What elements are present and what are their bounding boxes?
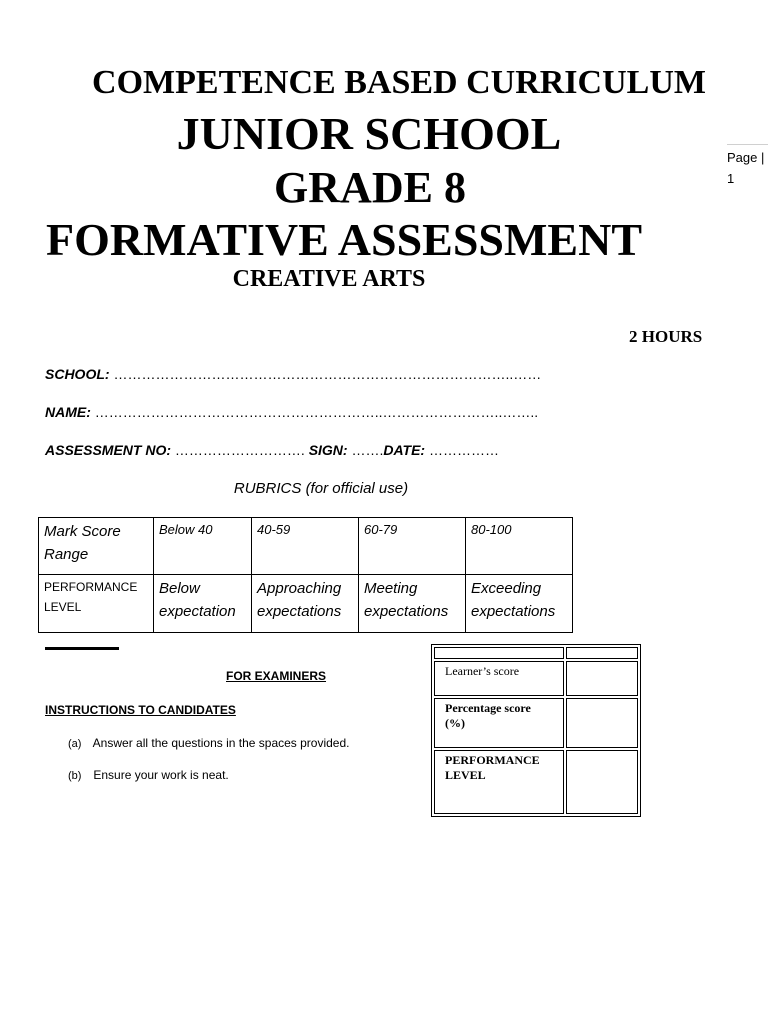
instruction-item	[68, 736, 350, 750]
percentage-score-input[interactable]	[566, 698, 638, 748]
date-label: DATE:	[383, 442, 426, 458]
date-blank: ……………	[428, 442, 499, 458]
rubric-table	[38, 517, 573, 633]
rubric-cell: 80-100	[466, 518, 573, 575]
rubric-cell: 60-79	[359, 518, 466, 575]
table-row	[434, 647, 638, 659]
rubric-cell: Exceeding expectations	[466, 575, 573, 633]
table-row	[39, 575, 573, 633]
table-row	[434, 750, 638, 814]
school-label: SCHOOL:	[45, 366, 110, 382]
name-blank: ……………………………………………………..……………………..……..	[94, 404, 539, 420]
instruction-text: Ensure your work is neat.	[93, 768, 229, 782]
page-word: Page |	[727, 150, 765, 165]
rubric-cell: Meeting expectations	[359, 575, 466, 633]
instructions-title: INSTRUCTIONS TO CANDIDATES	[45, 703, 236, 717]
performance-level-label: PERFORMANCE LEVEL	[434, 750, 564, 814]
rubric-cell: Approaching expectations	[252, 575, 359, 633]
rubrics-title: RUBRICS (for official use)	[233, 480, 409, 497]
name-field	[45, 404, 538, 420]
for-examiners-title: FOR EXAMINERS	[226, 669, 327, 683]
instruction-label: (a)	[68, 738, 82, 750]
school-blank: …………………………………………………………………………..……	[113, 366, 542, 382]
page-number	[727, 144, 768, 189]
instruction-label: (b)	[68, 770, 82, 782]
instruction-text: Answer all the questions in the spaces provided.	[92, 736, 350, 750]
rubric-cell: Below 40	[154, 518, 252, 575]
instruction-item	[68, 768, 229, 782]
title-curriculum: COMPETENCE BASED CURRICULUM	[92, 64, 706, 101]
assessment-field	[45, 442, 499, 458]
score-header-cell	[434, 647, 564, 659]
table-row	[434, 661, 638, 696]
performance-level-input[interactable]	[566, 750, 638, 814]
subject-title: CREATIVE ARTS	[232, 266, 426, 292]
title-school-level: JUNIOR SCHOOL	[176, 108, 562, 159]
assessment-blank: ……………………….	[174, 442, 305, 458]
rubric-cell: 40-59	[252, 518, 359, 575]
sign-blank: …….	[351, 442, 384, 458]
rubric-cell: Below expectation	[154, 575, 252, 633]
learner-score-label: Learner’s score	[434, 661, 564, 696]
title-grade: GRADE 8	[274, 163, 466, 212]
learner-score-input[interactable]	[566, 661, 638, 696]
name-label: NAME:	[45, 404, 91, 420]
table-row	[434, 698, 638, 748]
examiner-score-table	[431, 644, 641, 817]
rubric-cell: Mark Score Range	[39, 518, 154, 575]
assessment-label: ASSESSMENT NO:	[45, 442, 172, 458]
divider	[45, 647, 119, 650]
sign-label: SIGN:	[308, 442, 348, 458]
page-number-value: 1	[727, 171, 735, 186]
score-header-cell	[566, 647, 638, 659]
school-field	[45, 366, 541, 382]
title-assessment: FORMATIVE ASSESSMENT	[46, 214, 643, 265]
percentage-score-label: Percentage score (%)	[434, 698, 564, 748]
duration: 2 HOURS	[629, 327, 703, 346]
rubric-cell: PERFORMANCE LEVEL	[39, 575, 154, 633]
table-row	[39, 518, 573, 575]
